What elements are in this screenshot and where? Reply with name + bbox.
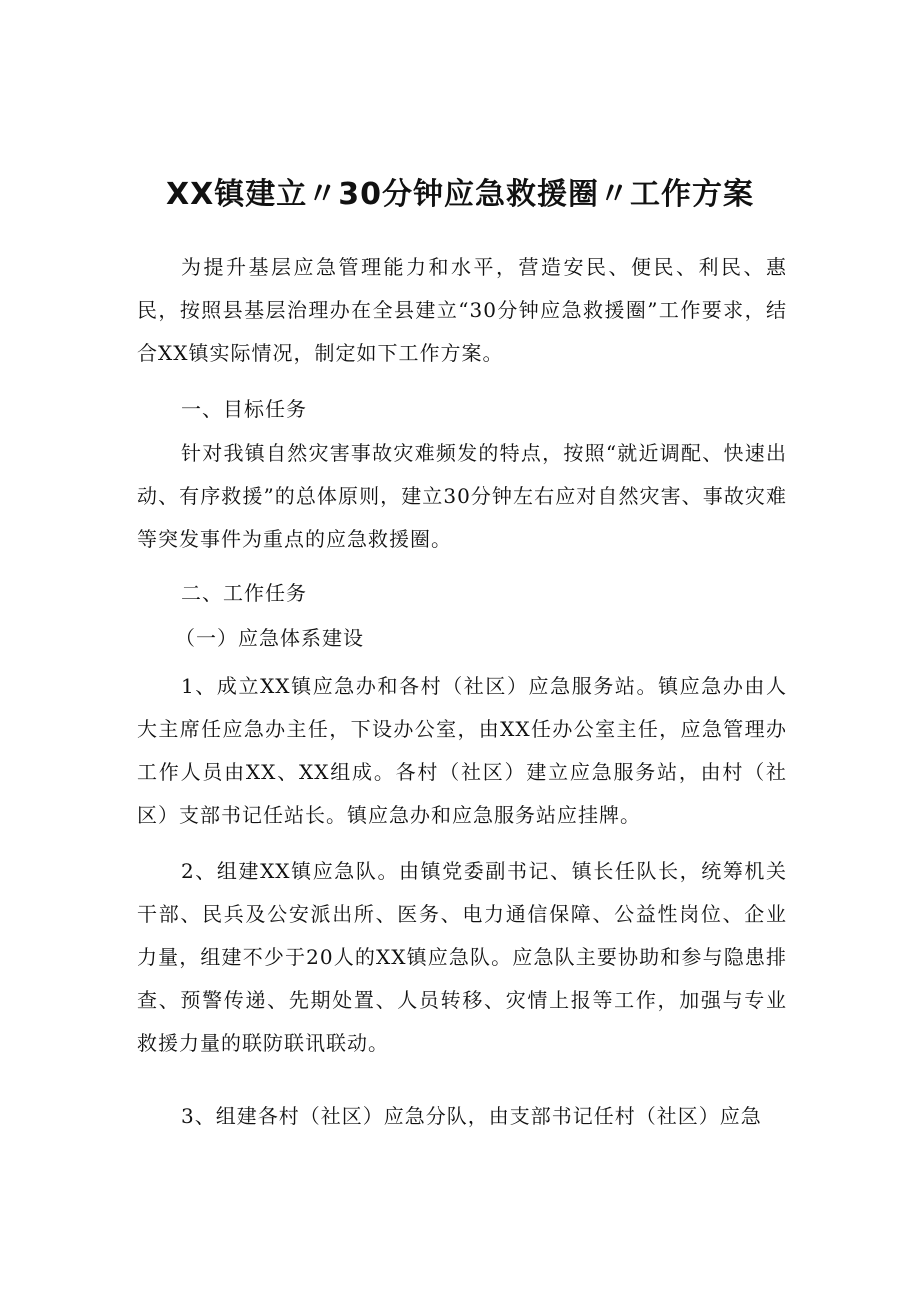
item1-paragraph: 1、成立XX镇应急办和各村（社区）应急服务站。镇应急办由人大主席任应急办主任，下设办公室，由XX任办公室主任，应急管理办工作人员由XX、XX组成。各村（社区）建立应急服务站，由村（社区）支部书记任站长。镇应急办和应急服务站应挂牌。	[137, 674, 787, 827]
subsection1-heading: （一）应急体系建设	[175, 626, 364, 650]
section2-heading: 二、工作任务	[181, 581, 307, 605]
item2-block	[137, 850, 787, 1065]
document-title: XX镇建立〃30分钟应急救援圈〃工作方案	[165, 177, 754, 212]
section1-block	[137, 432, 787, 561]
section1-heading: 一、目标任务	[181, 397, 307, 421]
item1-block	[137, 665, 787, 837]
section2-heading-block	[137, 572, 787, 615]
item2-paragraph: 2、组建XX镇应急队。由镇党委副书记、镇长任队长，统筹机关干部、民兵及公安派出所、医务、电力通信保障、公益性岗位、企业力量，组建不少于20人的XX镇应急队。应急队主要协助和参与隐患排查、预警传递、先期处置、人员转移、灾情上报等工作，加强与专业救援力量的联防联讯联动。	[137, 859, 787, 1055]
section1-heading-block	[137, 388, 787, 431]
item3-paragraph: 3、组建各村（社区）应急分队，由支部书记任村（社区）应急	[181, 1104, 762, 1128]
intro-paragraph: 为提升基层应急管理能力和水平，营造安民、便民、利民、惠民，按照县基层治理办在全县建立“30分钟应急救援圈”工作要求，结合XX镇实际情况，制定如下工作方案。	[137, 255, 787, 365]
intro-block	[137, 246, 787, 375]
section1-paragraph: 针对我镇自然灾害事故灾难频发的特点，按照“就近调配、快速出动、有序救援”的总体原则，建立30分钟左右应对自然灾害、事故灾难等突发事件为重点的应急救援圈。	[137, 441, 787, 551]
subsection1-heading-block	[137, 617, 787, 660]
item3-block	[137, 1095, 787, 1138]
